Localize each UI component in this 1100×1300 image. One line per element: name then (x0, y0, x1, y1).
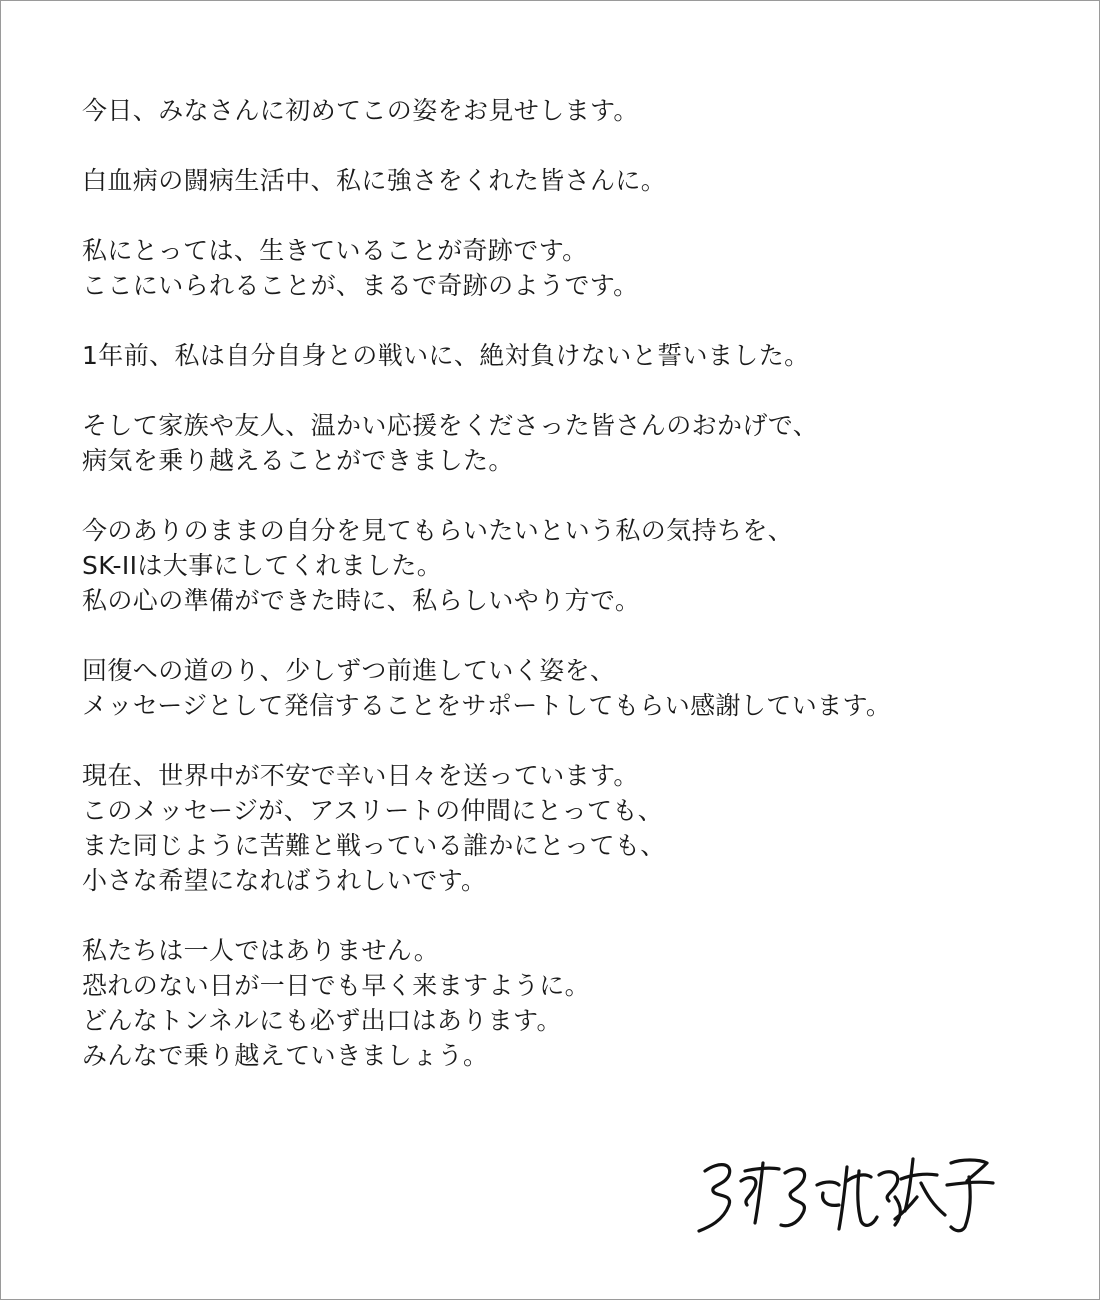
paragraph (82, 93, 1082, 128)
handwritten-signature (689, 1141, 1009, 1241)
text-line: SK-IIは大事にしてくれました。 (82, 551, 443, 580)
text-line: このメッセージが、アスリートの仲間にとっても、 (82, 796, 664, 825)
paragraph (82, 408, 1082, 478)
letter-body (82, 93, 1082, 1108)
paragraph (82, 933, 1082, 1073)
text-line: 回復への道のり、少しずつ前進していく姿を、 (82, 656, 616, 685)
text-line: みんなで乗り越えていきましょう。 (82, 1041, 489, 1070)
text-line: 白血病の闘病生活中、私に強さをくれた皆さんに。 (82, 166, 667, 195)
text-line: ここにいられることが、まるで奇跡のようです。 (82, 271, 639, 300)
paragraph (82, 338, 1082, 373)
text-line: 私たちは一人ではありません。 (82, 936, 440, 965)
text-line: どんなトンネルにも必ず出口はあります。 (82, 1006, 562, 1035)
text-line: 私にとっては、生きていることが奇跡です。 (82, 236, 588, 265)
text-line: 1年前、私は自分自身との戦いに、絶対負けないと誓いました。 (82, 341, 810, 370)
text-line: 小さな希望になればうれしいです。 (82, 866, 487, 895)
text-line: 今日、みなさんに初めてこの姿をお見せします。 (82, 96, 639, 125)
text-line: 病気を乗り越えることができました。 (82, 446, 514, 475)
text-line: 今のありのままの自分を見てもらいたいという私の気持ちを、 (82, 516, 794, 545)
text-line: そして家族や友人、温かい応援をくださった皆さんのおかげで、 (82, 411, 819, 440)
text-line: 恐れのない日が一日でも早く来ますように。 (82, 971, 591, 1000)
paragraph (82, 653, 1082, 723)
text-line: 現在、世界中が不安で辛い日々を送っています。 (82, 761, 639, 790)
paragraph (82, 163, 1082, 198)
text-line: メッセージとして発信することをサポートしてもらい感謝しています。 (82, 691, 892, 720)
paragraph (82, 233, 1082, 303)
paragraph (82, 758, 1082, 898)
text-line: また同じように苦難と戦っている誰かにとっても、 (82, 831, 666, 860)
text-line: 私の心の準備ができた時に、私らしいやり方で。 (82, 586, 641, 615)
paragraph (82, 513, 1082, 618)
